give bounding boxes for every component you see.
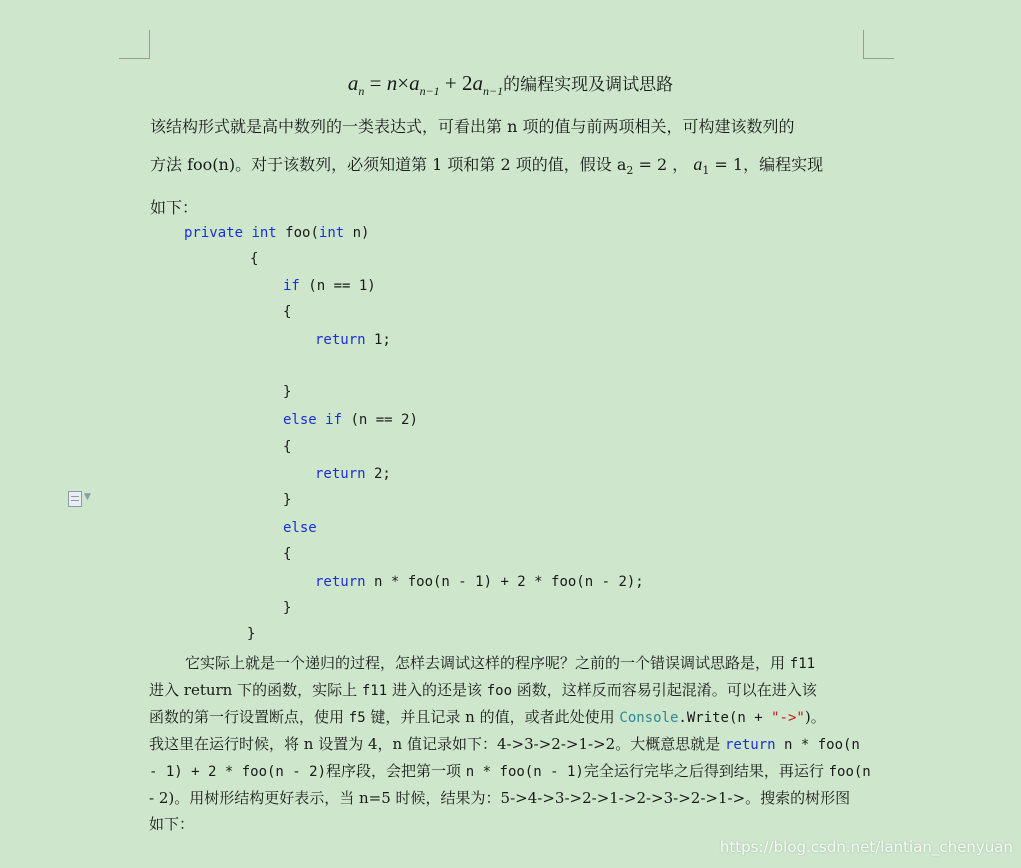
code-brace: { xyxy=(283,304,292,320)
intro-line-2: 方法 foo(n)。对于该数列，必须知道第 1 项和第 2 项的值，假设 $a_2 = 2$ ， $a_1 = 1$，编程实现 xyxy=(150,154,824,178)
code-brace: } xyxy=(283,600,292,616)
code-brace-close: } xyxy=(247,626,256,642)
code-brace-open: { xyxy=(250,251,259,267)
code-return-1: return 1; xyxy=(315,332,391,348)
body-line-4: 我这里在运行时候，将 n 设置为 4，n 值记录如下：4->3->2->1->2。大概意思就是 return n * foo(n xyxy=(149,735,860,753)
code-brace: { xyxy=(283,439,292,455)
code-if: if (n == 1) xyxy=(283,278,376,294)
code-else: else xyxy=(283,520,317,536)
paste-options-icon[interactable] xyxy=(68,491,82,507)
code-else-if: else if (n == 2) xyxy=(283,412,418,428)
body-line-3: 函数的第一行设置断点，使用 f5 键，并且记录 n 的值，或者此处使用 Console.Write(n + "->")。 xyxy=(149,708,826,726)
body-line-6: - 2)。用树形结构更好表示，当 n=5 时候，结果为：5->4->3->2->1->2->3->2->1->。搜索的树形图 xyxy=(149,789,851,807)
body-line-5: - 1) + 2 * foo(n - 2)程序段，会把第一项 n * foo(n - 1)完全运行完毕之后得到结果，再运行 foo(n xyxy=(149,762,871,780)
title-formula: $a_n = n\times a_{n-1} + 2a_{n-1}$ xyxy=(347,71,504,99)
code-return-2: return 2; xyxy=(315,466,391,482)
code-brace: } xyxy=(283,492,292,508)
code-brace: { xyxy=(283,546,292,562)
intro-line-3: 如下： xyxy=(150,198,199,217)
code-signature: private int foo(int n) xyxy=(184,225,370,241)
body-line-7: 如下： xyxy=(149,815,195,833)
document-title xyxy=(0,70,1021,99)
chevron-down-icon[interactable]: ▼ xyxy=(84,492,91,502)
margin-corner-top-left xyxy=(119,30,150,59)
body-line-2: 进入 return 下的函数，实际上 f11 进入的还是该 foo 函数，这样反而容易引起混淆。可以在进入该 xyxy=(149,681,817,699)
title-suffix: 的编程实现及调试思路 xyxy=(503,75,674,95)
margin-corner-top-right xyxy=(863,30,894,59)
intro-line-1: 该结构形式就是高中数列的一类表达式，可看出第 n 项的值与前两项相关，可构建该数列的 xyxy=(150,117,795,136)
code-brace: } xyxy=(283,384,292,400)
watermark: https://blog.csdn.net/lantian_chenyuan xyxy=(719,838,1013,856)
code-return-3: return n * foo(n - 1) + 2 * foo(n - 2); xyxy=(315,574,644,590)
body-line-1: 它实际上就是一个递归的过程，怎样去调试这样的程序呢？之前的一个错误调试思路是，用 f11 xyxy=(185,654,816,672)
